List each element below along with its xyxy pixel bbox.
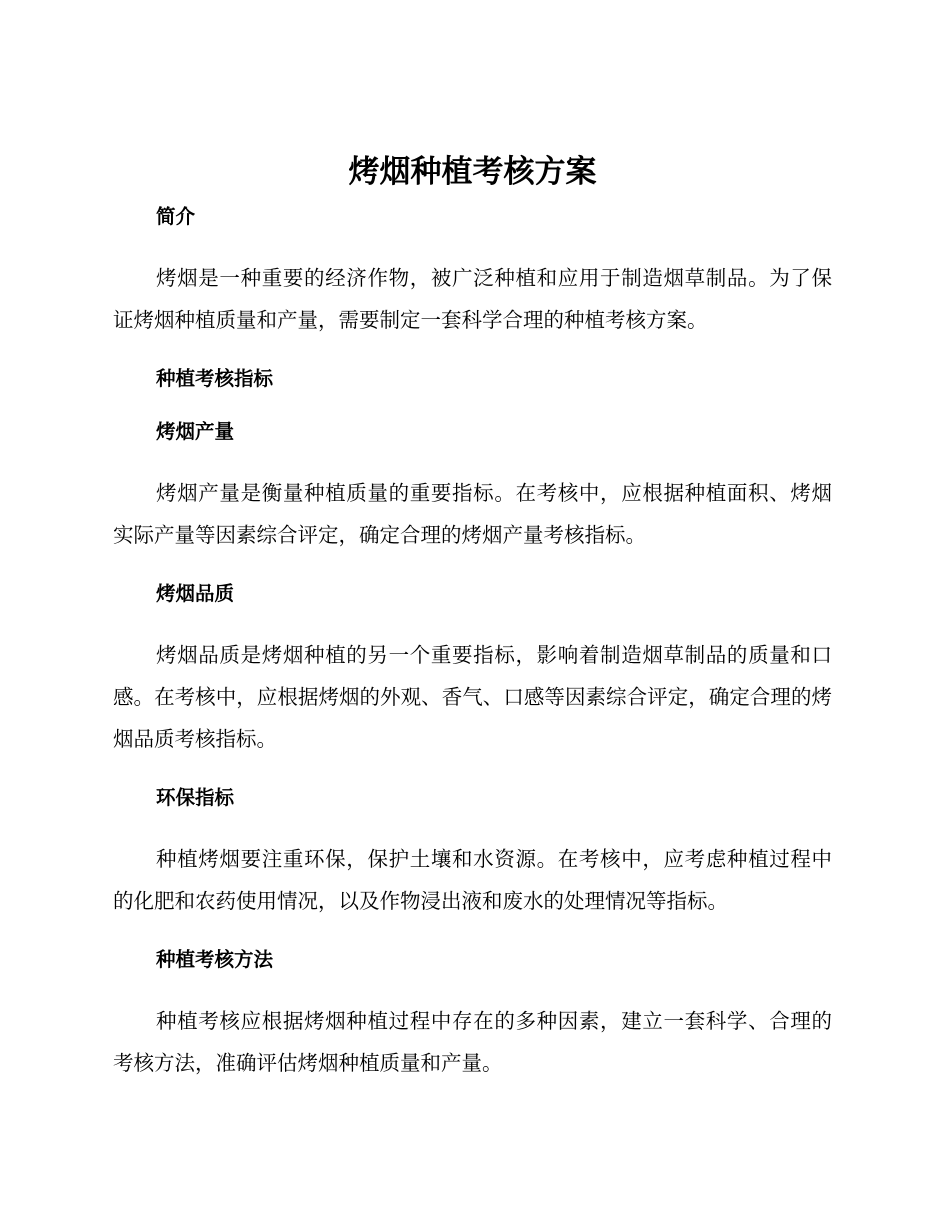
section-paragraph-method: 种植考核应根据烤烟种植过程中存在的多种因素，建立一套科学、合理的考核方法，准确评估烤烟种植质量和产量。 xyxy=(113,1009,832,1075)
section-paragraph-intro: 烤烟是一种重要的经济作物，被广泛种植和应用于制造烟草制品。为了保证烤烟种植质量和产量，需要制定一套科学合理的种植考核方案。 xyxy=(113,266,832,332)
section-heading-environment: 环保指标 xyxy=(156,786,235,809)
section-heading-method: 种植考核方法 xyxy=(156,948,274,971)
document-title: 烤烟种植考核方案 xyxy=(348,154,597,190)
section-paragraph-quality: 烤烟品质是烤烟种植的另一个重要指标，影响着制造烟草制品的质量和口感。在考核中，应根据烤烟的外观、香气、口感等因素综合评定，确定合理的烤烟品质考核指标。 xyxy=(113,643,832,751)
section-heading-intro: 简介 xyxy=(156,205,196,228)
section-heading-yield: 烤烟产量 xyxy=(156,420,235,443)
section-heading-indicators: 种植考核指标 xyxy=(156,367,274,390)
section-heading-quality: 烤烟品质 xyxy=(156,582,235,605)
section-paragraph-yield: 烤烟产量是衡量种植质量的重要指标。在考核中，应根据种植面积、烤烟实际产量等因素综合评定，确定合理的烤烟产量考核指标。 xyxy=(113,481,832,547)
section-paragraph-environment: 种植烤烟要注重环保，保护土壤和水资源。在考核中，应考虑种植过程中的化肥和农药使用情况，以及作物浸出液和废水的处理情况等指标。 xyxy=(113,847,832,913)
